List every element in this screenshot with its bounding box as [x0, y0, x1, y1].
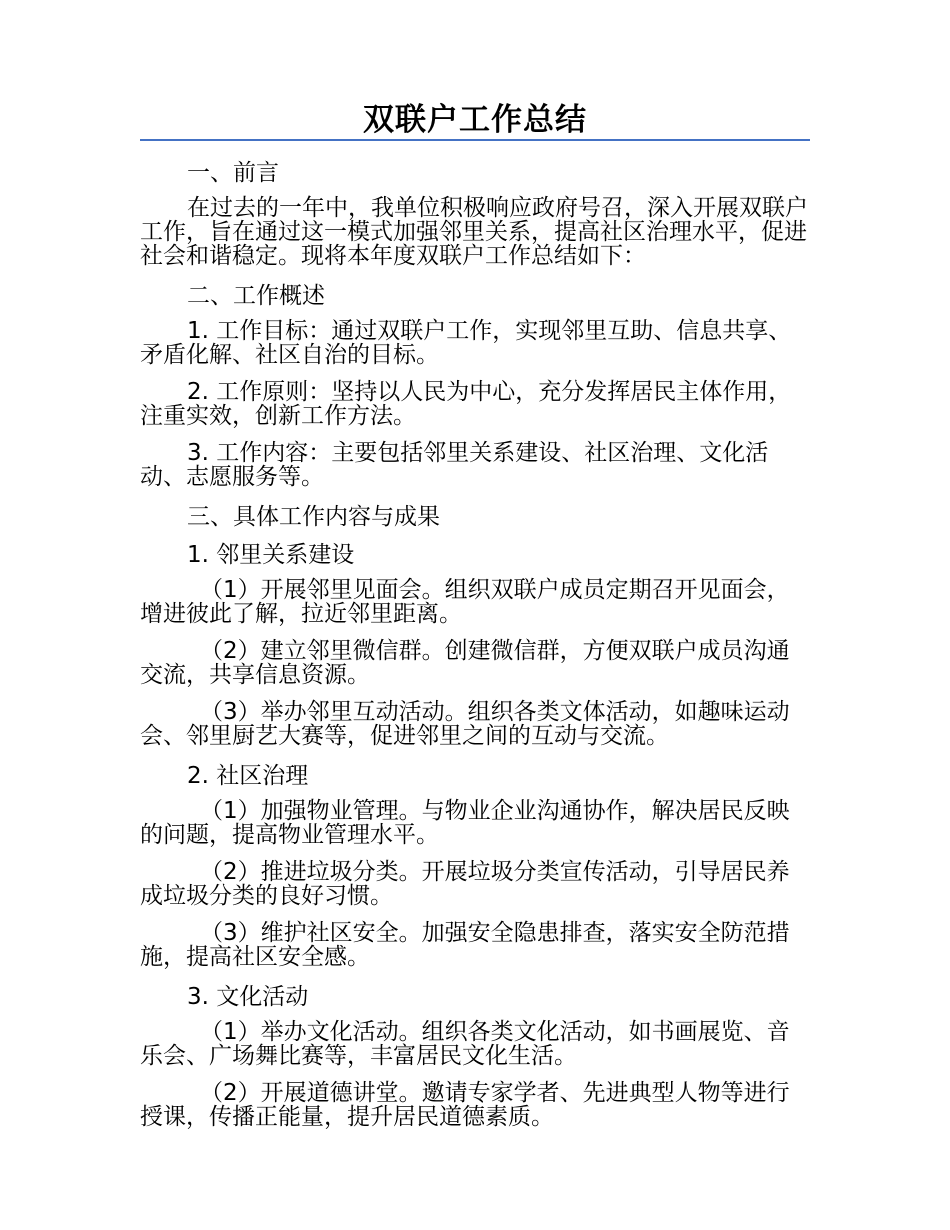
overview-item: 1. 工作目标：通过双联户工作，实现邻里互助、信息共享、矛盾化解、社区自治的目标。	[140, 318, 792, 368]
governance-item: （2）推进垃圾分类。开展垃圾分类宣传活动，引导居民养成垃圾分类的良好习惯。	[140, 859, 790, 909]
document-body	[140, 158, 810, 1142]
subsection-heading-neighbor: 1. 邻里关系建设	[187, 542, 355, 568]
subsection-heading-culture: 3. 文化活动	[187, 984, 309, 1010]
section-heading-preface: 一、前言	[187, 160, 279, 186]
document-title: 双联户工作总结	[363, 102, 587, 138]
neighbor-item: （3）举办邻里互动活动。组织各类文体活动，如趣味运动会、邻里厨艺大赛等，促进邻里之间的互动与交流。	[140, 699, 790, 749]
neighbor-item: （1）开展邻里见面会。组织双联户成员定期召开见面会，增进彼此了解，拉近邻里距离。	[140, 577, 790, 627]
section-heading-results: 三、具体工作内容与成果	[187, 504, 440, 530]
neighbor-item: （2）建立邻里微信群。创建微信群，方便双联户成员沟通交流，共享信息资源。	[140, 638, 790, 688]
title-underline	[140, 139, 810, 141]
culture-item: （2）开展道德讲堂。邀请专家学者、先进典型人物等进行授课，传播正能量，提升居民道德素质。	[140, 1080, 790, 1130]
culture-item: （1）举办文化活动。组织各类文化活动，如书画展览、音乐会、广场舞比赛等，丰富居民文化生活。	[140, 1019, 790, 1069]
overview-item: 2. 工作原则：坚持以人民为中心，充分发挥居民主体作用，注重实效，创新工作方法。	[140, 379, 792, 429]
preface-paragraph: 在过去的一年中，我单位积极响应政府号召，深入开展双联户工作，旨在通过这一模式加强邻里关系，提高社区治理水平，促进社会和谐稳定。现将本年度双联户工作总结如下：	[140, 195, 808, 269]
governance-item: （1）加强物业管理。与物业企业沟通协作，解决居民反映的问题，提高物业管理水平。	[140, 798, 790, 848]
overview-item: 3. 工作内容：主要包括邻里关系建设、社区治理、文化活动、志愿服务等。	[140, 440, 769, 490]
subsection-heading-governance: 2. 社区治理	[187, 763, 309, 789]
section-heading-overview: 二、工作概述	[187, 283, 325, 309]
governance-item: （3）维护社区安全。加强安全隐患排查，落实安全防范措施，提高社区安全感。	[140, 920, 790, 970]
